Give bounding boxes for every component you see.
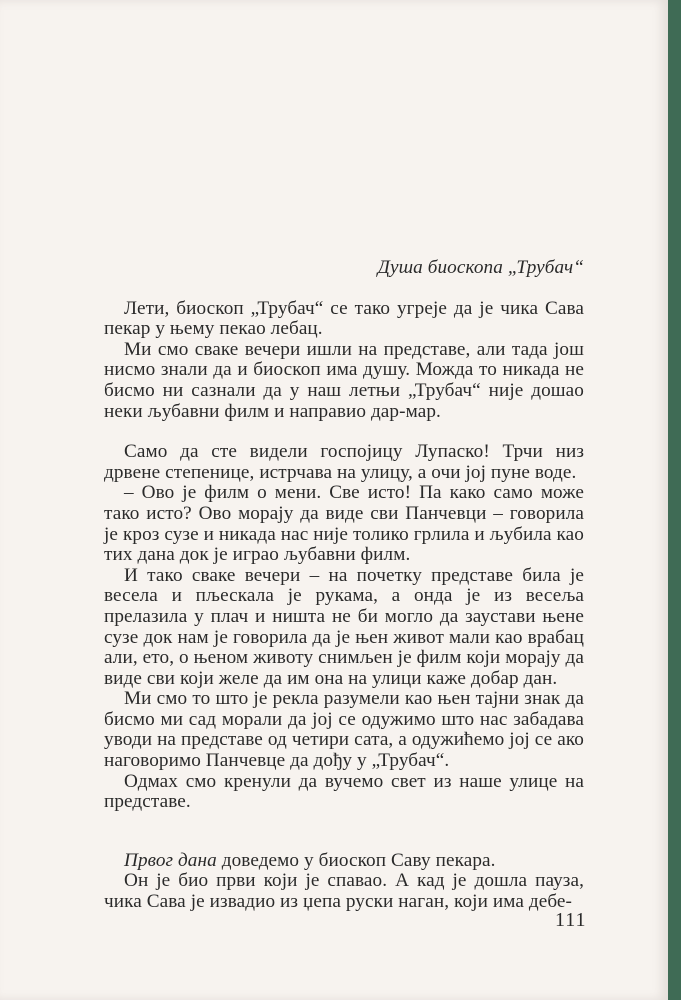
section-break <box>104 813 584 851</box>
italic-phrase: Првог дана <box>124 849 217 871</box>
section-break <box>104 422 584 442</box>
paragraph: Само да сте видели госпојицу Лупаско! Трчи низ дрвене степенице, истрчава на улицу, а очи јој пуне воде. <box>104 441 584 483</box>
paragraph: Ми смо то што је рекла разумели као њен тајни знак да бисмо ми сад морали да јој се одужимо што нас забадава уводи на представе од четири сата, а одужићемо јој се ако наговоримо Панчевце да дођу у „Трубач“. <box>104 688 584 772</box>
paragraph: Лети, биоскоп „Трубач“ се тако угреје да је чика Сава пекар у њему пекао лебац. <box>104 297 584 340</box>
paragraph-text: доведемо у биоскоп Саву пекара. <box>216 849 496 871</box>
page-content <box>104 258 584 913</box>
paragraph: Он је био први који је спавао. А кад је дошла пауза, чика Сава је извадио из џепа руски наган, који има дебе- <box>104 870 584 913</box>
paragraph <box>104 851 584 872</box>
paragraph: И тако сваке вечери – на почетку представе била је весела и пљескала је рукама, а онда је из весеља прелазила у плач и ништа не би могло да заустави њене сузе док нам је говорила да је њен живот мали као врабац али, ето, о њеном животу снимљен је филм који морају да виде сви који желе да им она на улици каже добар дан. <box>104 564 584 689</box>
paragraph: Одмах смо кренули да вучемо свет из наше улице на представе. <box>104 770 584 813</box>
page-number: 111 <box>555 909 587 931</box>
paragraph: – Ово је филм о мени. Све исто! Па како само може тако исто? Ово морају да виде сви Панчевци – говорила је кроз сузе и никада нас није толико грлила и љубила као тих дана док је играо љубавни филм. <box>104 482 584 566</box>
chapter-heading: Душа биоскопа „Трубач“ <box>377 257 584 278</box>
paragraph: Ми смо сваке вечери ишли на представе, али тада још нисмо знали да и биоскоп има душу. Можда то никада не бисмо ни сазнали да у наш летњи „Трубач“ није дошао неки љубавни филм и направио дар-мар. <box>104 338 584 422</box>
